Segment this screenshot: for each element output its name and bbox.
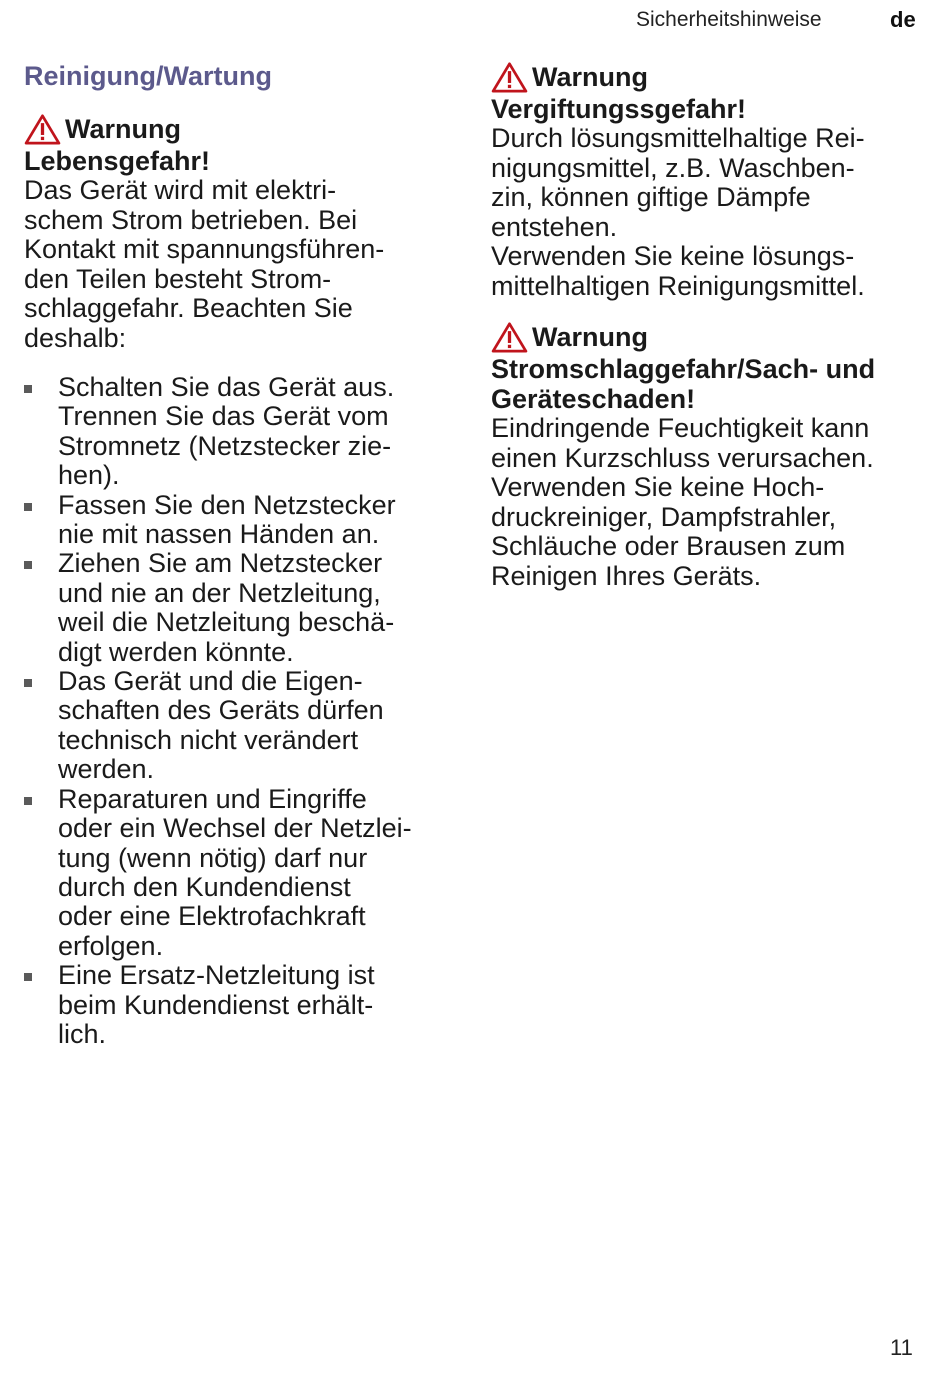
list-item-line: Fassen Sie den Netzstecker (58, 489, 396, 520)
section-title: Reinigung/Wartung (24, 61, 272, 91)
list-item-line: nie mit nassen Händen an. (58, 519, 380, 550)
list-item-line: digt werden könnte. (58, 636, 294, 667)
square-bullet-icon (24, 503, 32, 511)
warning-text-line: druckreiniger, Dampfstrahler, (491, 501, 837, 532)
list-item-line: Stromnetz (Netzstecker zie- (58, 430, 392, 461)
warning-title: Warnung (532, 322, 648, 352)
warning-text-line: mittelhaltigen Reinigungsmittel. (491, 270, 865, 301)
warning-text-line: deshalb: (24, 322, 127, 353)
warning-subtitle: Vergiftungssgefahr! (491, 94, 747, 124)
warning-text-line: den Teilen besteht Strom- (24, 263, 332, 294)
list-item-line: schaften des Geräts dürfen (58, 695, 384, 726)
warning-triangle-icon (491, 62, 528, 93)
warning-triangle-icon (24, 114, 61, 145)
warning-text-line: entstehen. (491, 211, 618, 242)
list-item-line: Schalten Sie das Gerät aus. (58, 372, 395, 402)
warning-text-line: nigungsmittel, z.B. Waschben- (491, 152, 855, 183)
warning-subtitle: Geräteschaden! (491, 384, 696, 414)
warning-block-electric-shock (491, 320, 931, 591)
list-item-line: werden. (58, 754, 155, 785)
warning-heading (491, 60, 931, 94)
list-item (24, 373, 464, 491)
warning-text-line: zin, können giftige Dämpfe (491, 182, 811, 212)
warning-title: Warnung (532, 62, 648, 92)
warning-block-poisoning (491, 60, 931, 301)
list-item-line: oder eine Elektrofachkraft (58, 901, 366, 932)
list-item-line: lich. (58, 1018, 107, 1049)
list-item (24, 961, 464, 1049)
warning-block-life-danger (24, 112, 464, 353)
warning-text-line: Reinigen Ihres Geräts. (491, 560, 762, 591)
square-bullet-icon (24, 679, 32, 687)
list-item (24, 549, 464, 667)
list-item-line: oder ein Wechsel der Netzlei- (58, 813, 412, 844)
list-item-line: technisch nicht verändert (58, 724, 359, 755)
warning-text-line: Durch lösungsmittelhaltige Rei- (491, 123, 865, 153)
warning-text-line: Verwenden Sie keine lösungs- (491, 241, 855, 271)
warning-subtitle: Stromschlaggefahr/Sach- und (491, 354, 876, 384)
warning-text-line: schem Strom betrieben. Bei (24, 204, 358, 235)
warning-heading (24, 112, 464, 146)
warning-triangle-icon (491, 322, 528, 353)
list-item-line: Ziehen Sie am Netzstecker (58, 548, 383, 579)
square-bullet-icon (24, 385, 32, 393)
warning-text-line: Das Gerät wird mit elektri- (24, 175, 337, 205)
warning-text-line: Eindringende Feuchtigkeit kann (491, 413, 870, 443)
page-header-language: de (890, 7, 916, 32)
list-item-line: Reparaturen und Eingriffe (58, 783, 367, 814)
list-item-line: tung (wenn nötig) darf nur (58, 842, 368, 873)
warning-text-line: Schläuche oder Brausen zum (491, 531, 846, 561)
warning-subtitle: Lebensgefahr! (24, 146, 211, 176)
warning-text-line: Kontakt mit spannungsführen- (24, 234, 385, 264)
list-item-line: erfolgen. (58, 930, 164, 961)
list-item (24, 785, 464, 961)
list-item-line: Das Gerät und die Eigen- (58, 666, 363, 697)
square-bullet-icon (24, 797, 32, 805)
warning-text-line: einen Kurzschluss verursachen. (491, 442, 874, 473)
list-item-line: und nie an der Netzleitung, (58, 577, 381, 608)
list-item-line: Eine Ersatz-Netzleitung ist (58, 960, 375, 991)
warning-text-line: Verwenden Sie keine Hoch- (491, 472, 825, 502)
list-item-line: weil die Netzleitung beschä- (58, 607, 395, 638)
square-bullet-icon (24, 561, 32, 569)
list-item-line: beim Kundendienst erhält- (58, 989, 374, 1020)
list-item-line: hen). (58, 460, 120, 491)
list-item (24, 667, 464, 785)
square-bullet-icon (24, 973, 32, 981)
list-item-line: durch den Kundendienst (58, 871, 351, 902)
warning-text-line: schlaggefahr. Beachten Sie (24, 293, 353, 323)
page-number: 11 (890, 1335, 913, 1360)
warning-heading (491, 320, 931, 354)
list-item-line: Trennen Sie das Gerät vom (58, 401, 389, 432)
safety-bullet-list (24, 373, 464, 1049)
list-item (24, 491, 464, 550)
warning-title: Warnung (65, 114, 181, 144)
page-header-section: Sicherheitshinweise (636, 8, 822, 31)
